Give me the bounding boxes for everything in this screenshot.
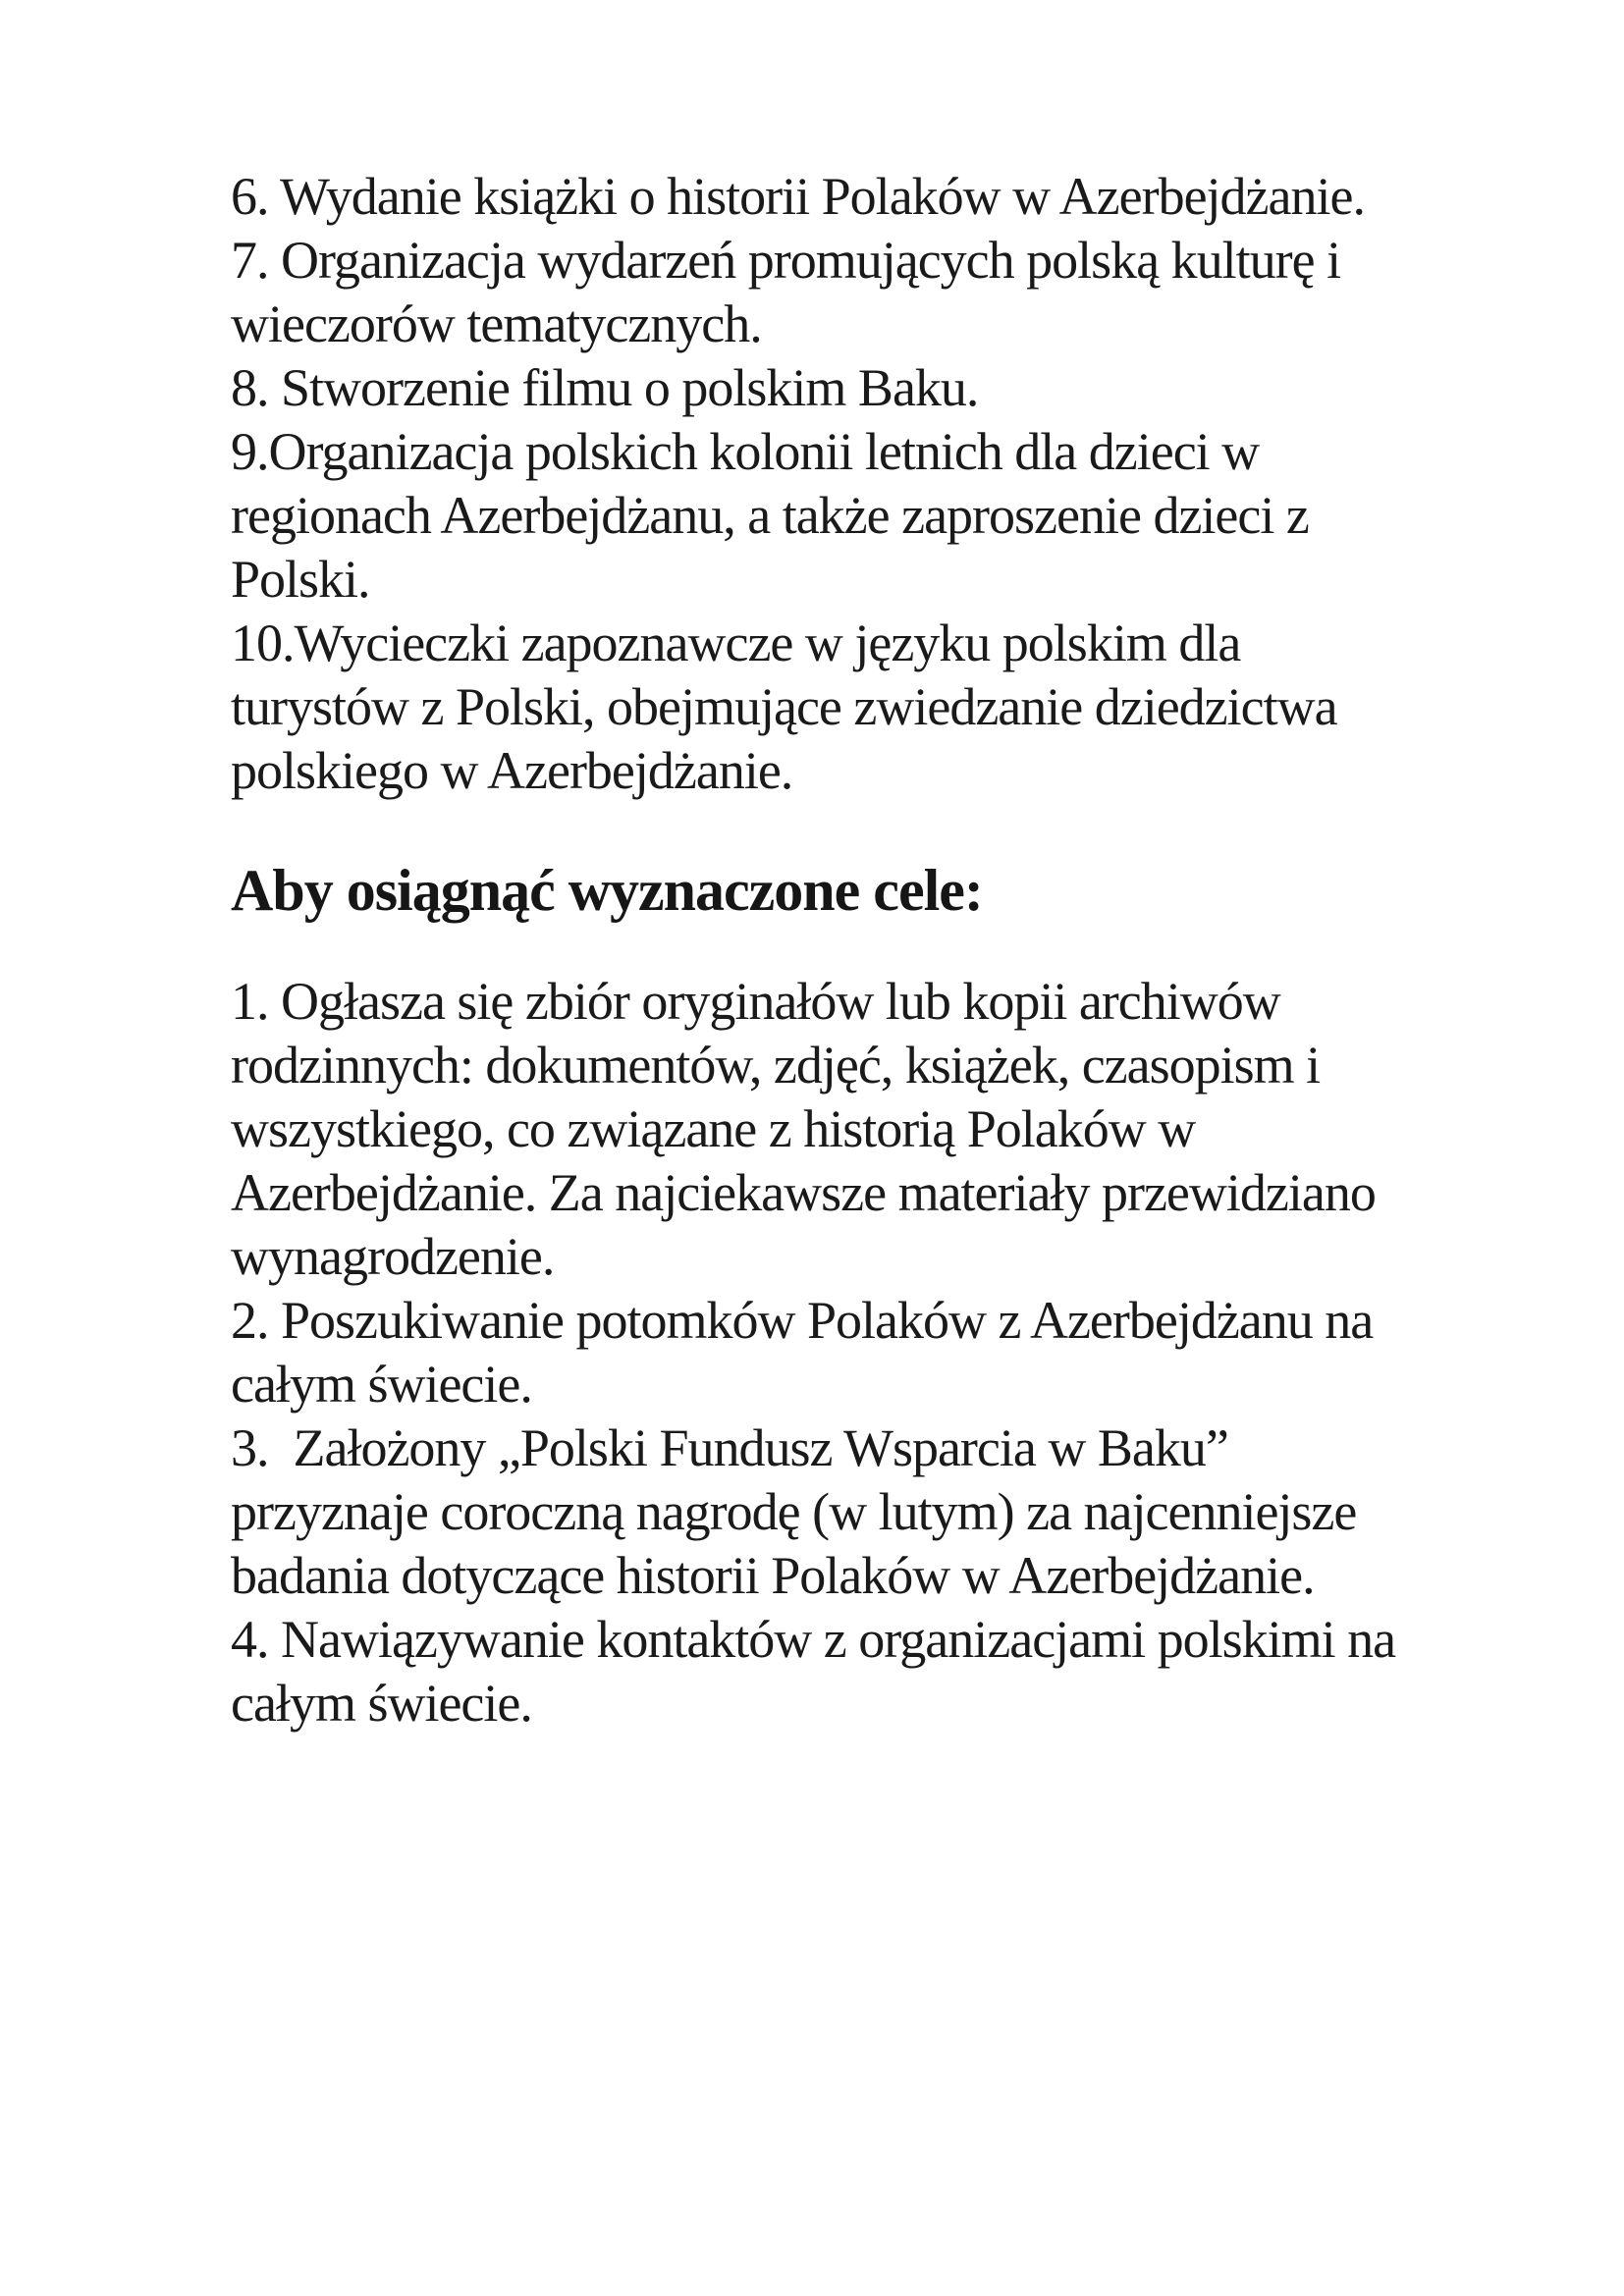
- goals-list-line: przyznaje coroczną nagrodę (w lutym) za najcenniejsze: [231, 1482, 1357, 1541]
- goals-list-line: Azerbejdżanie. Za najciekawsze materiały przewidziano: [231, 1163, 1376, 1222]
- goals-list: [231, 970, 1537, 1735]
- goals-list-line: całym świecie.: [231, 1674, 532, 1733]
- intro-list-line: polskiego w Azerbejdżanie.: [231, 741, 793, 800]
- intro-list-line: 9.Organizacja polskich kolonii letnich dla dzieci w: [231, 422, 1260, 481]
- intro-list-line: 7. Organizacja wydarzeń promujących polską kulturę i: [231, 231, 1341, 290]
- goals-list-line: wszystkiego, co związane z historią Polaków w: [231, 1099, 1196, 1158]
- goals-list-line: 2. Poszukiwanie potomków Polaków z Azerbejdżanu na: [231, 1291, 1374, 1350]
- goals-list-line: 1. Ogłasza się zbiór oryginałów lub kopii archiwów: [231, 972, 1280, 1031]
- intro-list-line: 6. Wydanie książki o historii Polaków w Azerbejdżanie.: [231, 167, 1365, 226]
- intro-list-line: regionach Azerbejdżanu, a także zaproszenie dzieci z: [231, 486, 1309, 545]
- section-heading: Aby osiągnąć wyznaczone cele:: [231, 858, 983, 923]
- intro-list: [231, 165, 1537, 803]
- goals-list-line: wynagrodzenie.: [231, 1227, 555, 1286]
- goals-list-line: całym świecie.: [231, 1355, 532, 1414]
- intro-list-line: wieczorów tematycznych.: [231, 294, 762, 353]
- goals-list-line: rodzinnych: dokumentów, zdjęć, książek, czasopism i: [231, 1036, 1321, 1095]
- goals-list-line: 4. Nawiązywanie kontaktów z organizacjami polskimi na: [231, 1610, 1396, 1669]
- intro-list-line: 10.Wycieczki zapoznawcze w języku polskim dla: [231, 614, 1241, 672]
- goals-list-line: 3. Założony „Polski Fundusz Wsparcia w Baku”: [231, 1418, 1228, 1477]
- intro-list-line: Polski.: [231, 550, 370, 609]
- intro-list-line: 8. Stworzenie filmu o polskim Baku.: [231, 358, 979, 417]
- goals-list-line: badania dotyczące historii Polaków w Azerbejdżanie.: [231, 1546, 1315, 1605]
- intro-list-line: turystów z Polski, obejmujące zwiedzanie dziedzictwa: [231, 677, 1337, 736]
- page-content: [231, 165, 1537, 1735]
